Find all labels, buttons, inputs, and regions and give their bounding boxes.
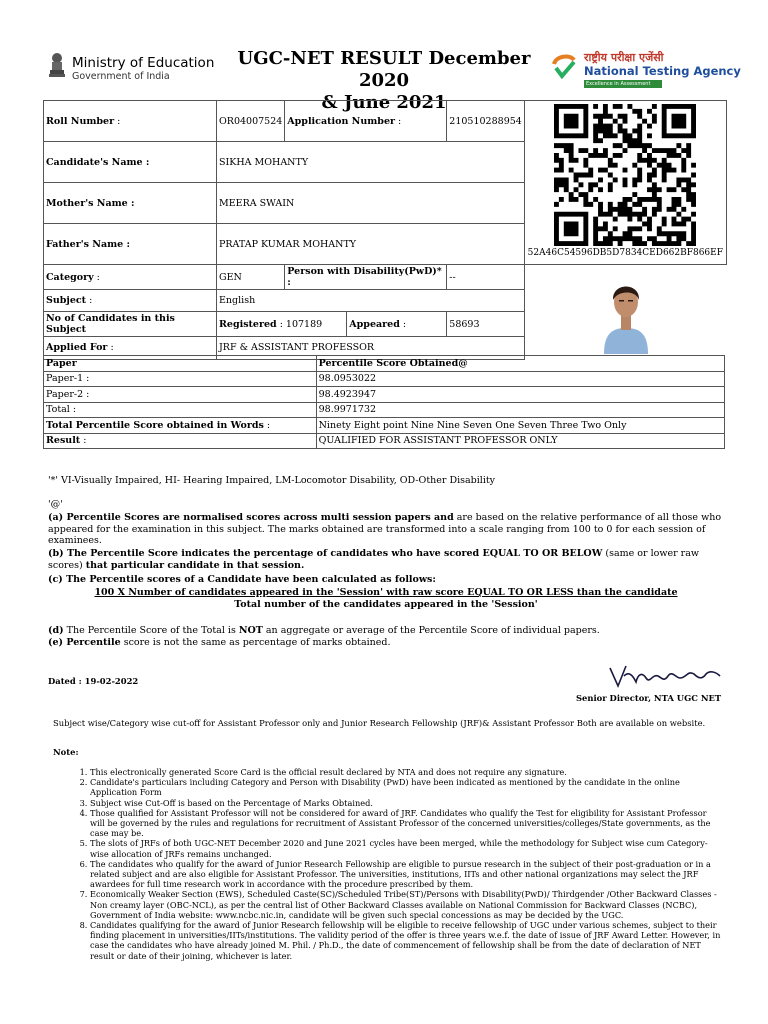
table-row bbox=[44, 433, 725, 449]
applied-for-label: Applied For : bbox=[44, 337, 217, 359]
subject-label: Subject : bbox=[44, 290, 217, 312]
paper-2-value: 98.4923947 bbox=[316, 387, 724, 403]
pwd-value: -- bbox=[447, 265, 525, 290]
government-name: Government of India bbox=[72, 71, 170, 82]
at-mark: '@' bbox=[48, 499, 63, 510]
result-value: QUALIFIED FOR ASSISTANT PROFESSOR ONLY bbox=[316, 433, 724, 449]
registered-value: 107189 bbox=[285, 318, 323, 330]
list-item: 8. Candidates qualifying for the award of Junior Research fellowship will be eligible to receive fellowship of UGC under various schemes, subject to their finding placement in universities/IITs/institutions. The validity period of the offer is three years w.e.f. the date of issue of JRF Award Letter. However, in case the candidates who have already joined M. Phil. / Ph.D., the date of commencement of fellowship shall be from the date of declaration of NET result or date of their joining, whichever is later. bbox=[90, 920, 722, 961]
candidate-name-label: Candidate's Name : bbox=[44, 142, 217, 183]
list-item: 2. Candidate's particulars including Category and Person with Disability (PwD) have been indicated as mentioned by the candidate in the online Application Form bbox=[90, 777, 722, 797]
qr-code bbox=[554, 104, 696, 246]
signature-image bbox=[606, 660, 726, 692]
applied-for-value: JRF & ASSISTANT PROFESSOR bbox=[217, 337, 525, 359]
disability-footnote: '*' VI-Visually Impaired, HI- Hearing Impaired, LM-Locomotor Disability, OD-Other Disability bbox=[48, 475, 496, 486]
title-line-2: & June 2021 bbox=[321, 92, 447, 113]
cutoff-text: Subject wise/Category wise cut-off for Assistant Professor only and Junior Research Fellowship (JRF)& Assistant Professor Both are available on website. bbox=[53, 718, 706, 728]
paper-1-label: Paper-1 : bbox=[44, 371, 317, 387]
paper-header: Paper bbox=[44, 356, 317, 372]
nta-english-name: National Testing Agency bbox=[584, 64, 741, 78]
father-name-value: PRATAP KUMAR MOHANTY bbox=[217, 224, 525, 265]
registered-cell: Registered : 107189 bbox=[217, 312, 347, 337]
national-emblem-icon bbox=[46, 52, 68, 82]
percentile-header: Percentile Score Obtained@ bbox=[316, 356, 724, 372]
ministry-logo bbox=[46, 52, 226, 86]
list-item: 6. The candidates who qualify for the award of Junior Research Fellowship are eligible to pursue research in the subject of their post-graduation or in a related subject and are also eligible for Assistant Professor. The universities, institutions, IITs and other national organizations may select the JRF awardees for full time research work in accordance with the procedure prescribed by them. bbox=[90, 859, 722, 890]
photo-cell bbox=[524, 265, 726, 360]
nta-logo bbox=[552, 50, 741, 90]
result-label: Result : bbox=[44, 433, 317, 449]
footnote-b: (b) The Percentile Score indicates the percentage of candidates who have scored EQUAL TO OR BELOW (same or lower raw scores) that particular candidate in that session. bbox=[48, 548, 699, 571]
ministry-name: Ministry of Education bbox=[72, 55, 215, 71]
words-label: Total Percentile Score obtained in Words : bbox=[44, 418, 317, 434]
mother-name-label: Mother's Name : bbox=[44, 183, 217, 224]
application-number-label: Application Number : bbox=[285, 101, 447, 142]
footnote-a: (a) Percentile Scores are normalised scores across multi session papers and are based on the relative performance of all those who appeared for the examination in this subject. The marks obtained are transformed into a scale ranging from 100 to 0 for each session of examinees. bbox=[48, 512, 722, 546]
dated: Dated : 19-02-2022 bbox=[48, 676, 139, 686]
table-row bbox=[44, 402, 725, 418]
roll-number-value: OR04007524 bbox=[217, 101, 285, 142]
notes-list bbox=[72, 767, 722, 961]
list-item: 3. Subject wise Cut-Off is based on the Percentage of Marks Obtained. bbox=[90, 798, 722, 808]
words-value: Ninety Eight point Nine Nine Seven One Seven Three Two Only bbox=[316, 418, 724, 434]
title-line-1: UGC-NET RESULT December 2020 bbox=[237, 48, 531, 91]
qr-code-text: 52A46C54596DB5D7834CED662BF866EF bbox=[527, 248, 723, 258]
candidate-info-table bbox=[43, 100, 727, 360]
paper-1-value: 98.0953022 bbox=[316, 371, 724, 387]
list-item: 4. Those qualified for Assistant Professor will not be considered for award of JRF. Candidates who qualify the Test for eligibility for Assistant Professor will be governed by the rules and regulations for recruitment of Assistant Professor of the concerned universities/colleges/State governments, as the case may be. bbox=[90, 808, 722, 839]
formula-denominator: Total number of the candidates appeared in the 'Session' bbox=[234, 599, 538, 610]
paper-2-label: Paper-2 : bbox=[44, 387, 317, 403]
formula-numerator: 100 X Number of candidates appeared in the 'Session' with raw score EQUAL TO OR LESS than the candidate bbox=[94, 587, 678, 598]
footnote-d: (d) The Percentile Score of the Total is NOT an aggregate or average of the Percentile Score of individual papers. bbox=[48, 625, 600, 636]
list-item: 5. The slots of JRFs of both UGC-NET December 2020 and June 2021 cycles have been merged, while the methodology for Subject wise cum Category-wise allocation of JRFs remains unchanged. bbox=[90, 838, 722, 858]
roll-number-label: Roll Number : bbox=[44, 101, 217, 142]
qr-modules bbox=[554, 104, 696, 246]
nta-tagline: Excellence in Assessment bbox=[584, 80, 662, 88]
total-label: Total : bbox=[44, 402, 317, 418]
appeared-value: 58693 bbox=[447, 312, 525, 337]
table-row bbox=[44, 418, 725, 434]
candidate-photo bbox=[590, 270, 662, 354]
table-row bbox=[44, 371, 725, 387]
appeared-label: Appeared : bbox=[347, 312, 447, 337]
father-name-label: Father's Name : bbox=[44, 224, 217, 265]
nta-hindi-name: राष्ट्रीय परीक्षा एजेंसी bbox=[584, 51, 664, 64]
qr-code-cell bbox=[524, 101, 726, 265]
registered-label: Registered bbox=[219, 318, 277, 330]
total-value: 98.9971732 bbox=[316, 402, 724, 418]
note-label: Note: bbox=[53, 747, 79, 757]
signatory-designation: Senior Director, NTA UGC NET bbox=[576, 693, 722, 703]
no-candidates-label: No of Candidates in this Subject bbox=[44, 312, 217, 337]
category-label: Category : bbox=[44, 265, 217, 290]
subject-value: English bbox=[217, 290, 525, 312]
pwd-label: Person with Disability(PwD)* : bbox=[285, 265, 447, 290]
table-row bbox=[44, 387, 725, 403]
footnote-c: (c) The Percentile scores of a Candidate have been calculated as follows: bbox=[48, 574, 436, 585]
list-item: 7. Economically Weaker Section (EWS), Scheduled Caste(SC)/Scheduled Tribe(ST)/Persons with Disability(PwD)/ Thirdgender /Other Backward Classes -Non creamy layer (OBC-NCL), as per the central list of Other Backward Classes available on National Commission for Backward Classes (NCBC), Government of India website: www.ncbc.nic.in, candidate will be given such special concessions as may be decided by the UGC. bbox=[90, 889, 722, 920]
footnote-e: (e) Percentile score is not the same as percentage of marks obtained. bbox=[48, 637, 391, 648]
application-number-value: 210510288954 bbox=[447, 101, 525, 142]
nta-check-icon bbox=[552, 52, 576, 80]
category-value: GEN bbox=[217, 265, 285, 290]
candidate-name-value: SIKHA MOHANTY bbox=[217, 142, 525, 183]
list-item: 1. This electronically generated Score Card is the official result declared by NTA and does not require any signature. bbox=[90, 767, 722, 777]
score-table bbox=[43, 355, 725, 449]
mother-name-value: MEERA SWAIN bbox=[217, 183, 525, 224]
